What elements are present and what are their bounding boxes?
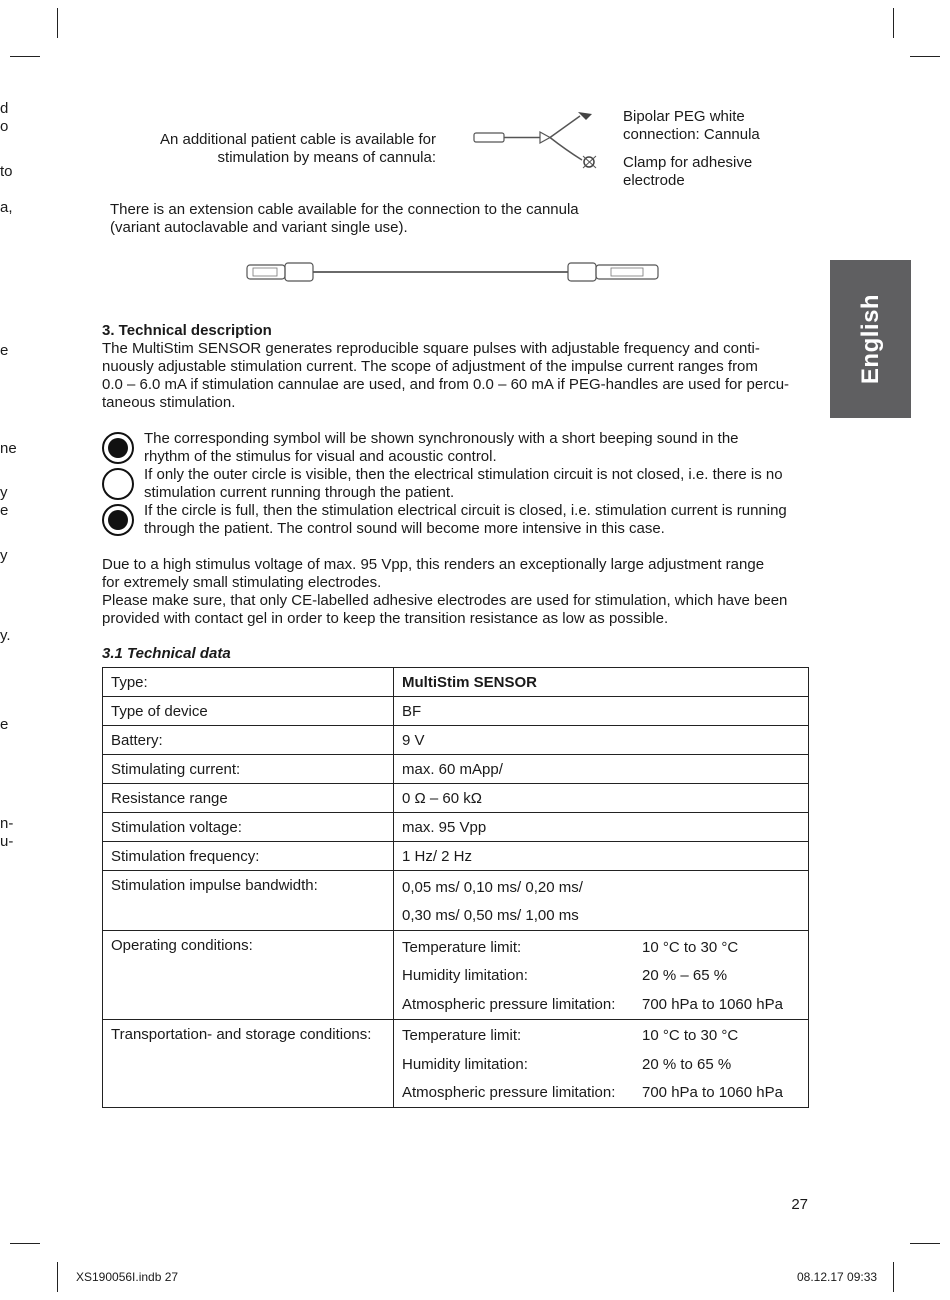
crop-mark — [57, 8, 58, 38]
crop-mark — [910, 1243, 940, 1244]
section-intro: The MultiStim SENSOR generates reproducible square pulses with adjustable frequency and conti- nuously adjustable stimulation current. The scope of adjustment of the impulse current ranges from 0.0 – 6.0 mA if stimulation cannulae are used, and from 0.0 – 60 mA if PEG-handles are used for percu- taneous stimulation. — [102, 340, 790, 411]
edge-letter: o — [0, 118, 9, 135]
section-heading: 3. Technical description — [102, 322, 272, 339]
table-row: Resistance range 0 Ω – 60 kΩ — [103, 784, 809, 813]
edge-letter: y. — [0, 627, 11, 644]
edge-letter: to — [0, 163, 13, 180]
edge-letter: ne — [0, 440, 17, 457]
section-closing: Due to a high stimulus voltage of max. 95 Vpp, this renders an exceptionally large adjustment range for extremely small stimulating electrodes. Please make sure, that only CE-labelled adhesive electrodes are used for stimulation, which have been provided with contact gel in order to keep the transition resistance as low as possible. — [102, 556, 788, 627]
crop-mark — [10, 56, 40, 57]
crop-mark — [10, 1243, 40, 1244]
tech-data-heading: 3.1 Technical data — [102, 645, 231, 662]
table-row: Type: MultiStim SENSOR — [103, 668, 809, 697]
edge-letter: y — [0, 484, 8, 501]
table-row: Operating conditions: Temperature limit: 10 °C to 30 °C Humidity limitation: 20 % – 65 % Atmospheric pressure limitation: 700 hPa to 1060 hPa — [103, 931, 809, 1020]
filled-circle-icon — [102, 504, 134, 536]
crop-mark — [910, 56, 940, 57]
table-row: Type of device BF — [103, 697, 809, 726]
language-tab: English — [830, 260, 911, 418]
filled-circle-icon — [102, 432, 134, 464]
edge-letter: e — [0, 502, 9, 519]
cable-intro: An additional patient cable is available for stimulation by means of cannula: — [159, 131, 436, 166]
footer-timestamp: 08.12.17 09:33 — [797, 1270, 878, 1284]
crop-mark — [57, 1262, 58, 1292]
extension-cable-illustration — [243, 258, 663, 288]
crop-mark — [893, 1262, 894, 1292]
edge-letter: y — [0, 547, 8, 564]
crop-mark — [893, 8, 894, 38]
empty-circle-icon — [102, 468, 134, 500]
edge-letter: u- — [0, 833, 14, 850]
edge-letter: n- — [0, 815, 14, 832]
cable-label-cannula: Bipolar PEG white connection: Cannula — [623, 108, 760, 143]
patient-cable-illustration — [470, 108, 610, 172]
table-row: Stimulation frequency: 1 Hz/ 2 Hz — [103, 842, 809, 871]
extension-cable-text: There is an extension cable available for the connection to the cannula (variant autoclavable and variant single use). — [110, 201, 579, 236]
edge-letter: e — [0, 342, 9, 359]
edge-letter: a, — [0, 199, 13, 216]
edge-letter: d — [0, 100, 9, 117]
page-number: 27 — [791, 1196, 808, 1213]
tech-data-table — [102, 667, 809, 1108]
table-row: Transportation- and storage conditions: Temperature limit: 10 °C to 30 °C Humidity limitation: 20 % to 65 % Atmospheric pressure limitation: 700 hPa to 1060 hPa — [103, 1019, 809, 1108]
table-row: Stimulation impulse bandwidth: 0,05 ms/ 0,10 ms/ 0,20 ms/ 0,30 ms/ 0,50 ms/ 1,00 ms — [103, 871, 809, 931]
edge-letter: e — [0, 716, 9, 733]
table-row: Stimulating current: max. 60 mApp/ — [103, 755, 809, 784]
table-row: Stimulation voltage: max. 95 Vpp — [103, 813, 809, 842]
cable-label-clamp: Clamp for adhesive electrode — [623, 154, 753, 189]
footer-file: XS190056I.indb 27 — [76, 1270, 179, 1284]
table-row: Battery: 9 V — [103, 726, 809, 755]
